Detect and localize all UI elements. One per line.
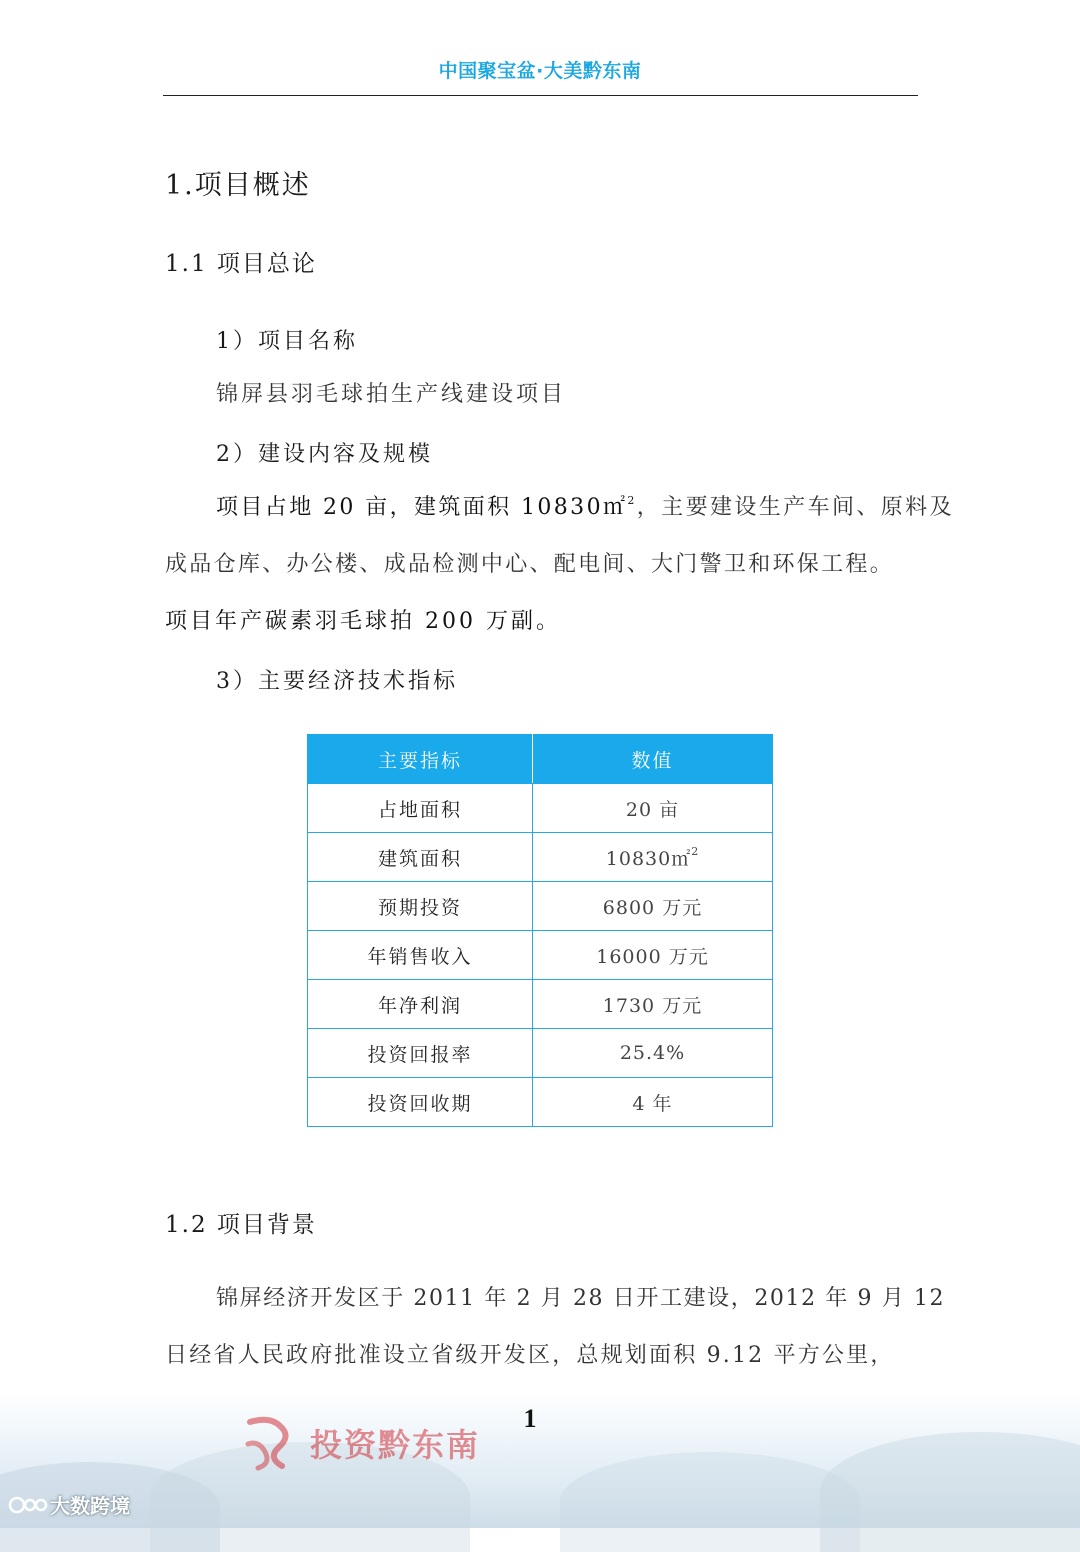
- table-header-metric: 主要指标: [308, 735, 533, 784]
- table-cell-metric: 占地面积: [308, 784, 533, 833]
- table-cell-superscript: 2: [691, 844, 700, 858]
- table-cell-metric: 年净利润: [308, 980, 533, 1029]
- construction-line-1b: ，主要建设生产车间、原料及: [636, 495, 954, 520]
- area-superscript: 2: [627, 494, 637, 507]
- subsection-heading-1-1: 1.1 项目总论: [165, 251, 317, 277]
- construction-line-3: 项目年产碳素羽毛球拍 200 万副。: [165, 609, 561, 634]
- table-cell-metric: 预期投资: [308, 882, 533, 931]
- watermark-logo-icon: [8, 1494, 48, 1516]
- table-row: [308, 882, 773, 931]
- construction-line-2: 成品仓库、办公楼、成品检测中心、配电间、大门警卫和环保工程。: [165, 552, 895, 577]
- table-cell-value: 1730 万元: [533, 980, 773, 1029]
- table-row: [308, 833, 773, 882]
- subsection-heading-1-2: 1.2 项目背景: [165, 1212, 317, 1238]
- table-cell-value-text: 10830㎡: [605, 847, 692, 870]
- table-cell-value: 16000 万元: [533, 931, 773, 980]
- table-cell-value: 25.4%: [533, 1029, 773, 1078]
- table-row: [308, 931, 773, 980]
- background-para-line-1: 锦屏经济开发区于 2011 年 2 月 28 日开工建设，2012 年 9 月 12: [216, 1286, 946, 1311]
- indicators-table: [307, 734, 773, 1127]
- corner-watermark: 大数跨境: [50, 1494, 130, 1518]
- table-cell-value: [533, 833, 773, 882]
- construction-line-1a: 项目占地 20 亩，建筑面积 10830㎡: [216, 495, 628, 520]
- table-row: [308, 1078, 773, 1127]
- brand-watermark: 投资黔东南: [310, 1426, 481, 1464]
- construction-line-1: [216, 479, 954, 536]
- table-cell-metric: 年销售收入: [308, 931, 533, 980]
- project-name-text: 锦屏县羽毛球拍生产线建设项目: [216, 382, 567, 407]
- table-header-row: [308, 735, 773, 784]
- table-cell-value: 6800 万元: [533, 882, 773, 931]
- background-para-line-2: 日经省人民政府批准设立省级开发区，总规划面积 9.12 平方公里，: [165, 1343, 895, 1368]
- table-row: [308, 980, 773, 1029]
- item-label-project-name: 1）项目名称: [216, 329, 358, 354]
- table-cell-metric: 投资回收期: [308, 1078, 533, 1127]
- section-heading-1: 1.项目概述: [165, 170, 311, 201]
- header-divider: [163, 95, 918, 96]
- table-header-value: 数值: [533, 735, 773, 784]
- table-cell-value: 4 年: [533, 1078, 773, 1127]
- table-cell-metric: 建筑面积: [308, 833, 533, 882]
- table-row: [308, 1029, 773, 1078]
- table-cell-value: 20 亩: [533, 784, 773, 833]
- header-title: 中国聚宝盆·大美黔东南: [438, 60, 642, 82]
- item-label-construction: 2）建设内容及规模: [216, 442, 433, 467]
- table-row: [308, 784, 773, 833]
- page-number: 1: [523, 1404, 537, 1433]
- table-cell-metric: 投资回报率: [308, 1029, 533, 1078]
- item-label-indicators: 3）主要经济技术指标: [216, 669, 458, 694]
